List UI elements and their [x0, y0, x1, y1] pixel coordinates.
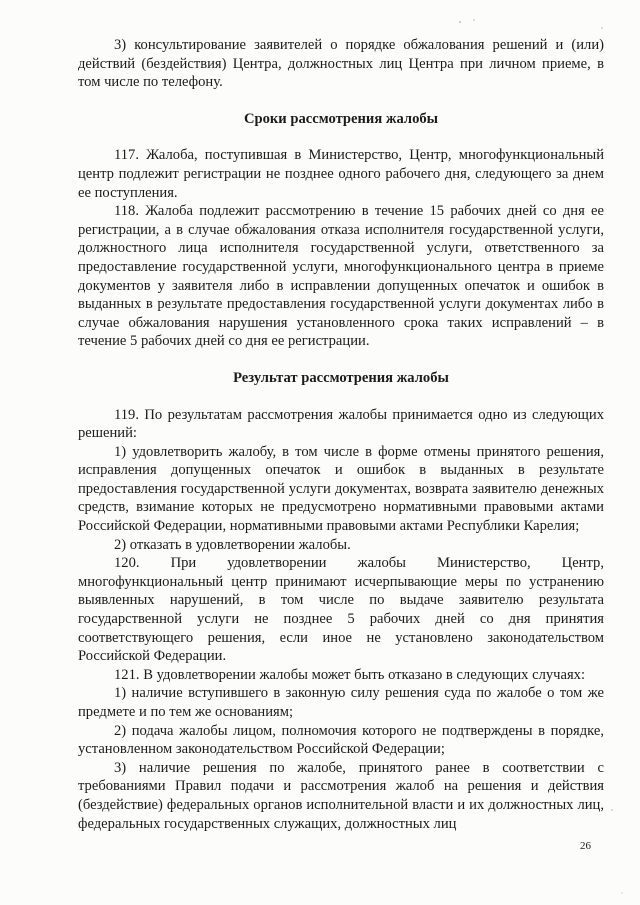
- page-number: 26: [580, 840, 591, 852]
- paragraph-121-item-2: 2) подача жалобы лицом, полномочия которого не подтверждены в порядке, установленном законодательством Российской Федерации;: [78, 722, 604, 758]
- paragraph-117: 117. Жалоба, поступившая в Министерство, Центр, многофункциональный центр подлежит регистрации не позднее одного рабочего дня, следующего за днем ее поступления.: [78, 147, 604, 201]
- paragraph-119: 119. По результатам рассмотрения жалобы принимается одно из следующих решений:: [78, 406, 604, 442]
- paragraph-item-3: 3) консультирование заявителей о порядке обжалования решений и (или) действий (бездействия) Центра, должностных лиц Центра при личном приеме, в том числе по телефону.: [78, 37, 604, 91]
- speck: [621, 892, 622, 893]
- heading-complaint-result: Результат рассмотрения жалобы: [233, 369, 449, 386]
- paragraph-120: 120. При удовлетворении жалобы Министерство, Центр, многофункциональный центр принимают исчерпывающие меры по устранению выявленных нарушений, в том числе по выдаче заявителю результата государственной услуги не позднее 5 рабочих дней со дня принятия соответствующего решения, если иное не установлено законодательством Российской Федерации.: [78, 555, 604, 665]
- paragraph-118: 118. Жалоба подлежит рассмотрению в течение 15 рабочих дней со дня ее регистрации, а в случае обжалования отказа исполнителя государственной услуги, должностного лица исполнителя государственной услуги, ответственного за предоставление государственной услуги, многофункционального центра в приеме документов у заявителя либо в исправлении допущенных опечаток и ошибок в выданных в результате предоставления государственной услуги документах либо в случае обжалования нарушения установленного срока таких исправлений – в течение 5 рабочих дней со дня ее регистрации.: [78, 203, 604, 350]
- speck: [611, 809, 612, 810]
- paragraph-121: 121. В удовлетворении жалобы может быть отказано в следующих случаях:: [114, 666, 586, 683]
- heading-complaint-terms: Сроки рассмотрения жалобы: [243, 110, 439, 127]
- speck: [601, 27, 602, 28]
- document-body: [78, 36, 604, 833]
- paragraph-119-item-2: 2) отказать в удовлетворении жалобы.: [114, 536, 351, 553]
- paragraph-121-item-3: 3) наличие решения по жалобе, принятого ранее в соответствии с требованиями Правил подачи и рассмотрения жалоб на решения и действия (бездействие) федеральных органов исполнительной власти и их должностных лиц, федеральных государственных служащих, должностных лиц: [78, 759, 604, 832]
- paragraph-119-item-1: 1) удовлетворить жалобу, в том числе в форме отмены принятого решения, исправления допущенных опечаток и ошибок в выданных в результате предоставления государственной услуги документах, возврата заявителю денежных средств, взимание которых не предусмотрено нормативными правовыми актами Российской Федерации, нормативными правовыми актами Республики Карелия;: [78, 443, 604, 535]
- paragraph-121-item-1: 1) наличие вступившего в законную силу решения суда по жалобе о том же предмете и по тем же основаниям;: [78, 685, 604, 720]
- speck: [473, 19, 474, 20]
- speck: [459, 21, 461, 23]
